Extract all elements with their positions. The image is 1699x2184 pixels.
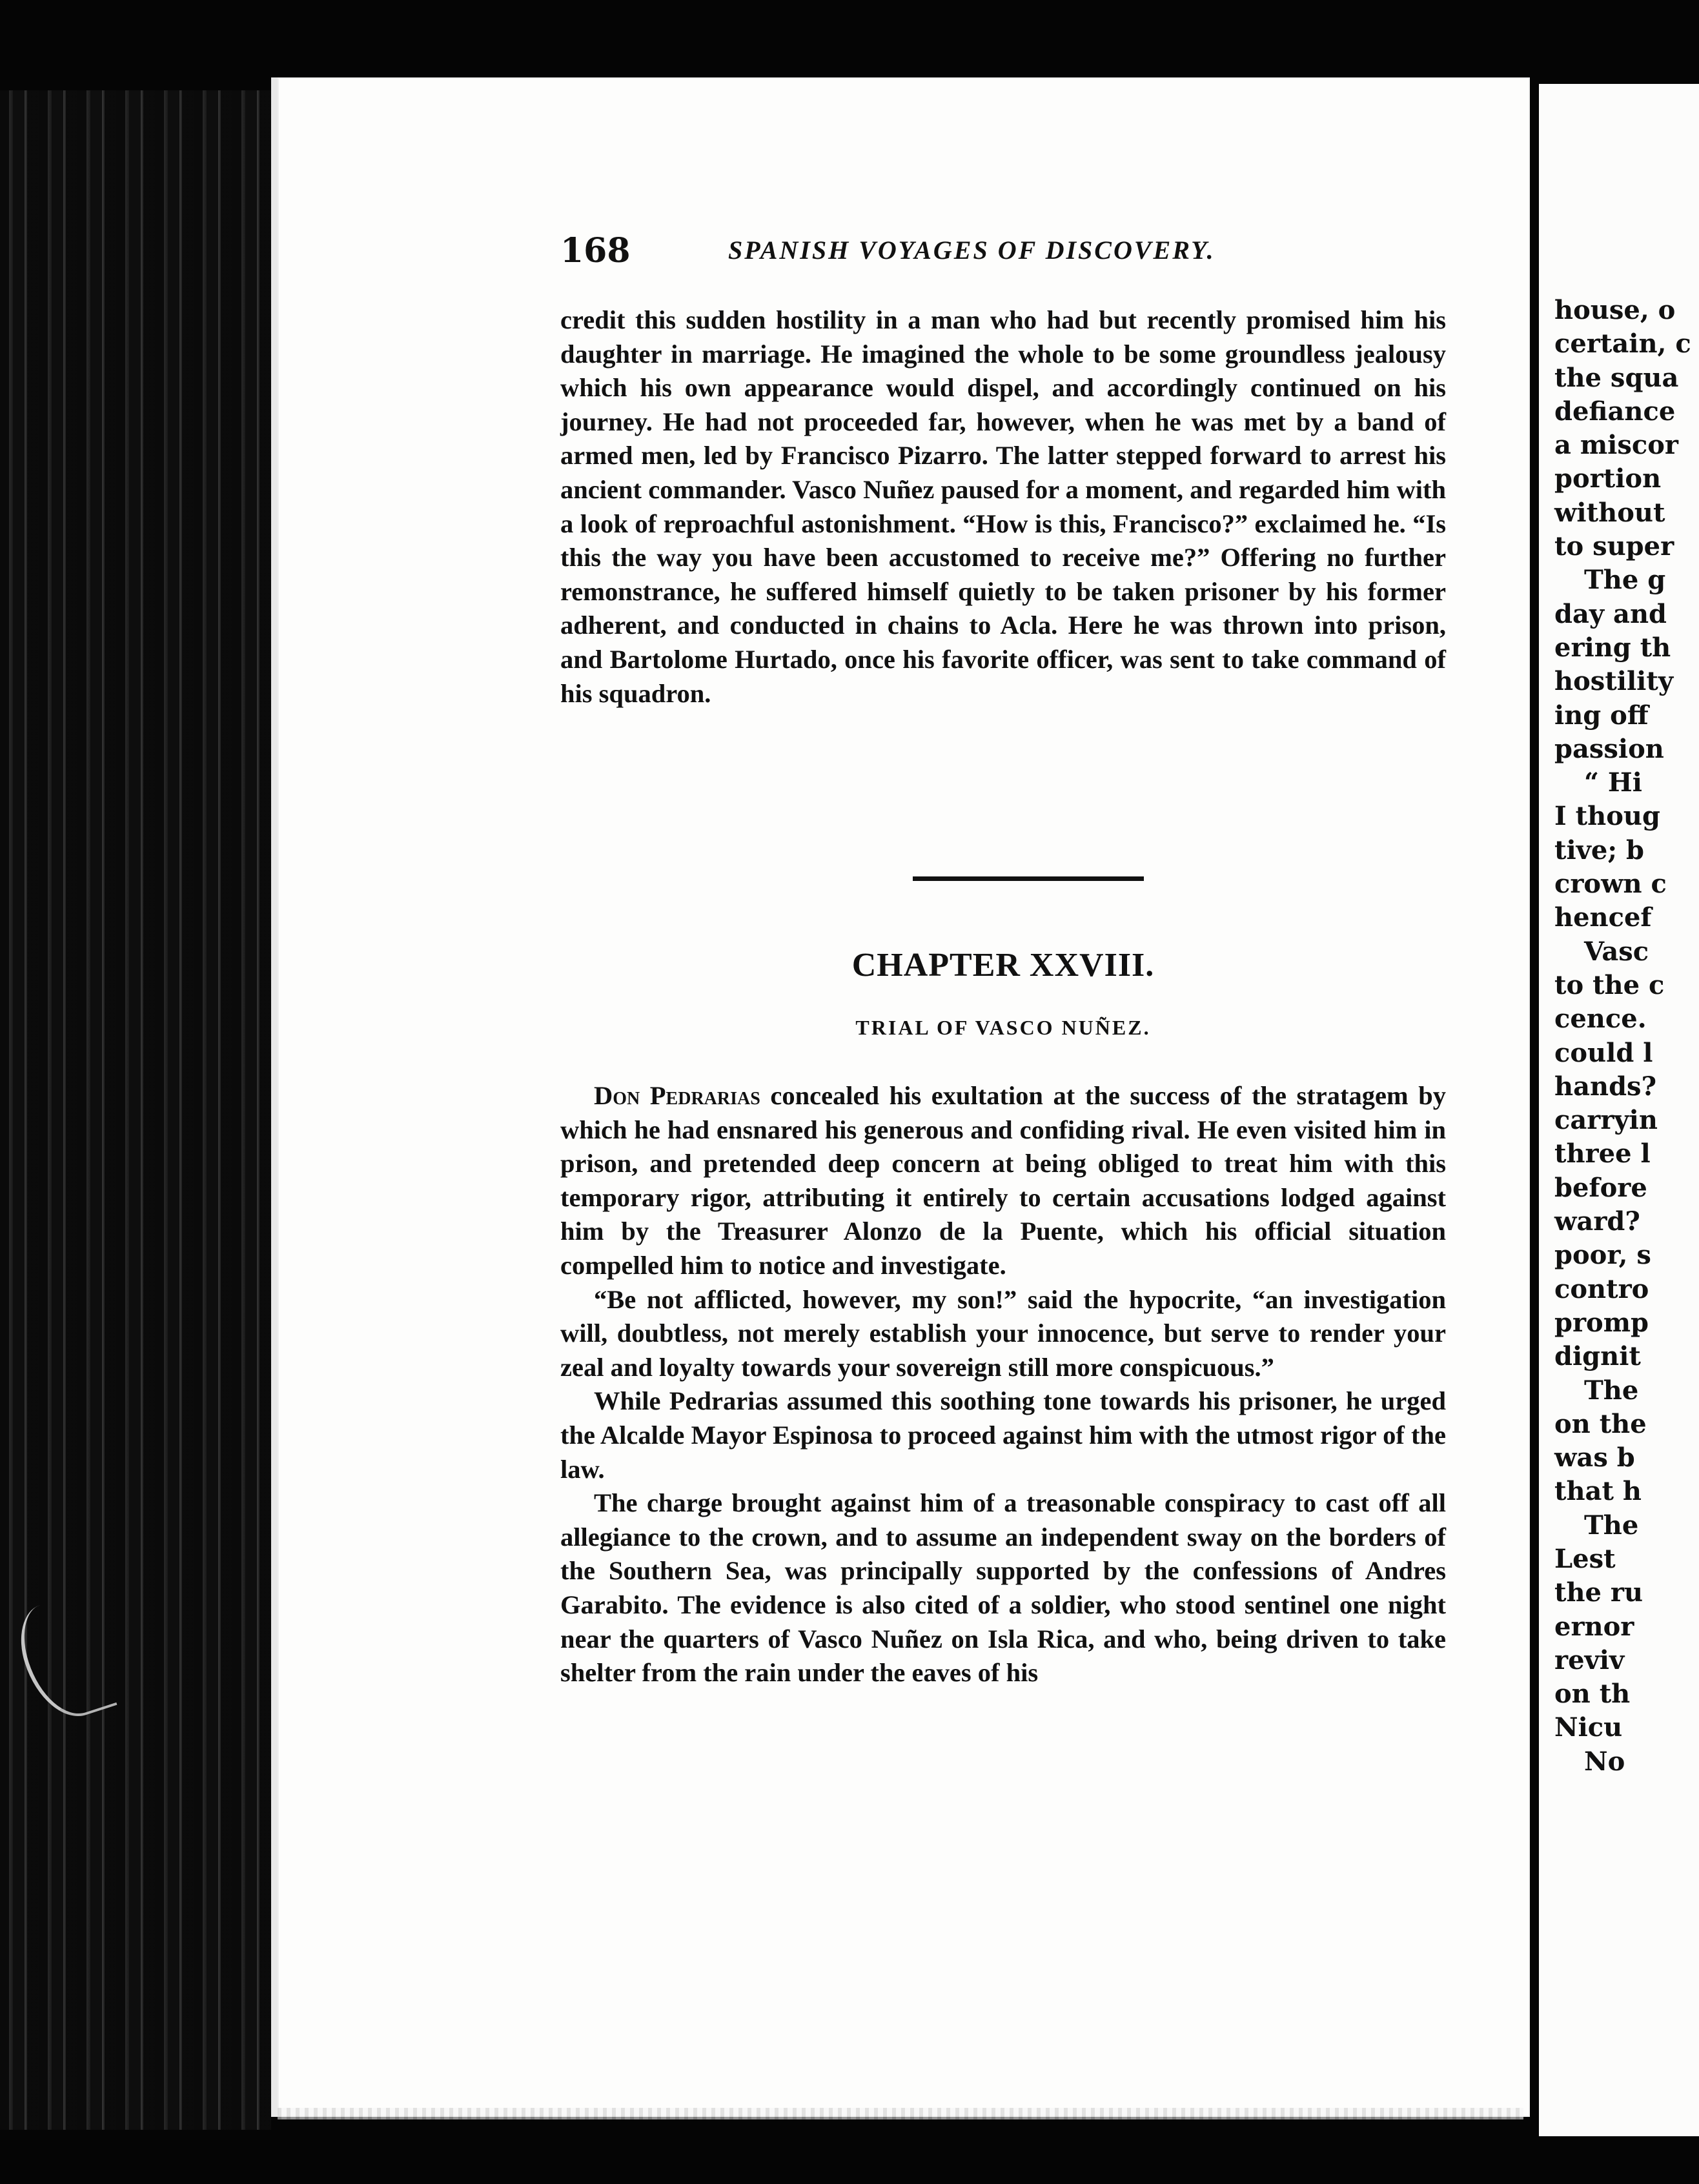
next-page-line: contro [1554, 1273, 1649, 1304]
continued-paragraph: credit this sudden hostility in a man who had but recently promised him his daughter in marriage. He imagined the whole to be some groundless jealousy which his own appearance would dispel, and accordingly continued on his journey. He had not proceeded far, however, when he was met by a band of armed men, led by Francisco Pizarro. The latter stepped forward to arrest his ancient commander. Vasco Nuñez paused for a moment, and regarded him with a look of reproachful astonishment. “How is this, Francisco?” exclaimed he. “Is this the way you have been accustomed to receive me?” Offering no further remonstrance, he suffered himself quietly to be taken prisoner by his former adherent, and conducted in chains to Acla. Here he was thrown into prison, and Bartolome Hurtado, once his favorite officer, was sent to take command of his squadron. [560, 305, 1446, 708]
next-page-line: was b [1554, 1442, 1635, 1473]
next-page-text [1554, 294, 1691, 1779]
chapter-body [560, 1079, 1446, 1690]
next-page-line: cence. [1554, 1004, 1647, 1035]
next-page-line: promp [1554, 1307, 1649, 1338]
next-page-line: “ Hi [1584, 767, 1642, 798]
next-page-line: ward? [1554, 1206, 1640, 1237]
next-page-line: dignit [1554, 1341, 1641, 1372]
next-page-line: hostility [1554, 666, 1674, 697]
chapter-title: CHAPTER XXVIII. [851, 947, 1155, 984]
next-page-line: ernor [1554, 1611, 1634, 1642]
next-page-line: I thoug [1554, 801, 1660, 832]
paragraph-4: The charge brought against him of a treasonable conspiracy to cast off all allegiance to the crown, and to assume an independent sway on the borders of the Southern Sea, was principally supported by the confessions of Andres Garabito. The evidence is also cited of a soldier, who stood sentinel one night near the quarters of Vasco Nuñez on Isla Rica, and who, being driven to take shelter from the rain under the eaves of his [560, 1488, 1446, 1688]
paragraph-1 [560, 1079, 1446, 1283]
running-head: SPANISH VOYAGES OF DISCOVERY. [728, 236, 1216, 265]
next-page-line: the ru [1554, 1577, 1643, 1608]
next-page-edge [1539, 84, 1699, 2136]
next-page-line: ing off [1554, 700, 1649, 731]
next-page-line: The [1584, 1375, 1639, 1406]
next-page-line: a miscor [1554, 430, 1678, 461]
next-page-line: reviv [1554, 1644, 1625, 1675]
continued-paragraph-block [560, 303, 1446, 711]
next-page-line: could l [1554, 1037, 1653, 1068]
next-page-line: Nicu [1554, 1712, 1623, 1743]
next-page-line: to super [1554, 531, 1674, 562]
paragraph-1-lead: Don Pedrarias [594, 1081, 760, 1110]
next-page-line: day and [1554, 598, 1667, 629]
page-header [560, 231, 1332, 270]
next-page-line: crown c [1554, 869, 1667, 900]
next-page-line: hencef [1554, 902, 1652, 933]
next-page-line: defiance [1554, 396, 1676, 427]
next-page-line: to the c [1554, 969, 1665, 1000]
next-page-line: ering th [1554, 632, 1671, 663]
next-page-line: house, o [1554, 295, 1676, 325]
section-divider-rule [913, 876, 1144, 881]
next-page-line: Vasc [1584, 936, 1649, 967]
next-page-line: certain, c [1554, 329, 1691, 359]
chapter-subtitle: TRIAL OF VASCO NUÑEZ. [855, 1016, 1151, 1039]
paragraph-1-text: concealed his exultation at the success of the stratagem by which he had ensnared his generous and confiding rival. He even visited him in prison, and pretended deep concern at being obliged to treat him with this temporary rigor, attributing it entirely to certain accusations lodged against him by the Treasurer Alonzo de la Puente, which his official situation compelled him to notice and investigate. [560, 1081, 1446, 1280]
next-page-line: No [1584, 1746, 1625, 1777]
next-page-line: tive; b [1554, 834, 1645, 865]
next-page-line: on th [1554, 1679, 1631, 1710]
book-binding [0, 90, 271, 2130]
paragraph-2: “Be not afflicted, however, my son!” said the hypocrite, “an investigation will, doubtless, not merely establish your innocence, but serve to render your zeal and loyalty towards your sovereign still more conspicuous.” [560, 1284, 1446, 1382]
next-page-line: hands? [1554, 1071, 1657, 1102]
next-page-line: portion [1554, 463, 1662, 494]
paragraph-3: While Pedrarias assumed this soothing tone towards his prisoner, he urged the Alcalde Mayor Espinosa to proceed against him with the utmost rigor of the law. [560, 1386, 1446, 1484]
next-page-line: the squa [1554, 362, 1679, 393]
next-page-line: that h [1554, 1476, 1642, 1507]
next-page-line: poor, s [1554, 1240, 1651, 1271]
next-page-line: The g [1584, 565, 1666, 596]
page-number: 168 [560, 231, 631, 270]
next-page-line: The [1584, 1510, 1639, 1541]
next-page-line: on the [1554, 1408, 1647, 1439]
next-page-line: before [1554, 1172, 1647, 1203]
page-bottom-edge [278, 2108, 1523, 2119]
next-page-line: three l [1554, 1138, 1651, 1169]
next-page-line: carryin [1554, 1105, 1658, 1136]
next-page-line: without [1554, 497, 1665, 528]
next-page-line: Lest [1554, 1543, 1616, 1574]
next-page-line: passion [1554, 733, 1664, 764]
